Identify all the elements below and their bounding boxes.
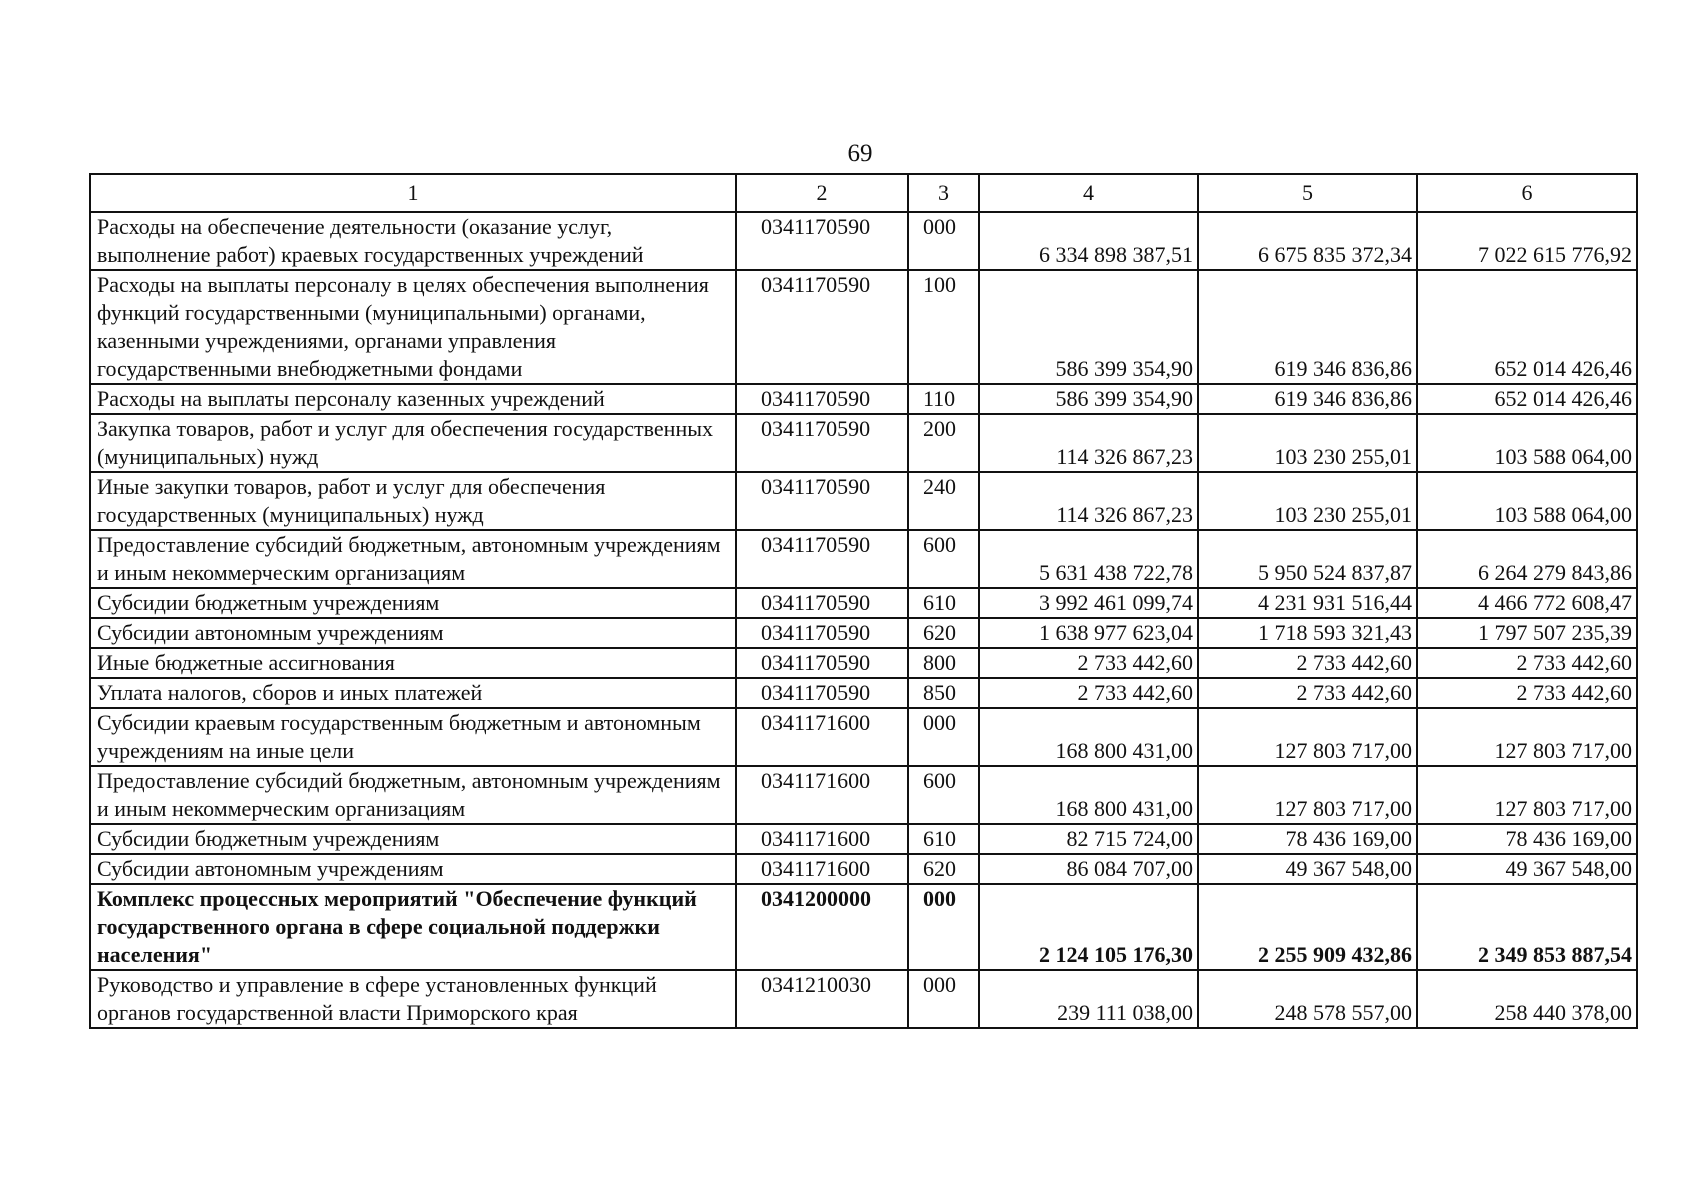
target-article-code-cell: 0341170590 bbox=[736, 588, 908, 618]
amount-cell: 5 950 524 837,87 bbox=[1198, 530, 1417, 588]
target-article-code-cell: 0341170590 bbox=[736, 678, 908, 708]
expense-name-cell: Предоставление субсидий бюджетным, автономным учреждениям и иным некоммерческим организациям bbox=[90, 530, 736, 588]
expense-name-cell: Субсидии автономным учреждениям bbox=[90, 854, 736, 884]
expense-name-cell: Закупка товаров, работ и услуг для обеспечения государственных (муниципальных) нужд bbox=[90, 414, 736, 472]
amount-cell: 5 631 438 722,78 bbox=[979, 530, 1198, 588]
expense-type-code-cell: 600 bbox=[908, 766, 979, 824]
amount-cell: 127 803 717,00 bbox=[1417, 708, 1637, 766]
expense-name-cell: Предоставление субсидий бюджетным, автономным учреждениям и иным некоммерческим организациям bbox=[90, 766, 736, 824]
expense-type-code-cell: 000 bbox=[908, 884, 979, 970]
expense-name-cell: Субсидии бюджетным учреждениям bbox=[90, 588, 736, 618]
amount-cell: 2 733 442,60 bbox=[979, 648, 1198, 678]
expense-type-code-cell: 620 bbox=[908, 618, 979, 648]
amount-cell: 49 367 548,00 bbox=[1417, 854, 1637, 884]
amount-cell: 103 230 255,01 bbox=[1198, 472, 1417, 530]
amount-cell: 248 578 557,00 bbox=[1198, 970, 1417, 1028]
amount-cell: 168 800 431,00 bbox=[979, 766, 1198, 824]
amount-cell: 103 588 064,00 bbox=[1417, 414, 1637, 472]
target-article-code-cell: 0341200000 bbox=[736, 884, 908, 970]
amount-cell: 2 733 442,60 bbox=[1198, 648, 1417, 678]
expense-name-cell: Комплекс процессных мероприятий "Обеспечение функций государственного органа в сфере социальной поддержки населения" bbox=[90, 884, 736, 970]
target-article-code-cell: 0341170590 bbox=[736, 648, 908, 678]
amount-cell: 2 733 442,60 bbox=[1417, 648, 1637, 678]
expense-name-cell: Уплата налогов, сборов и иных платежей bbox=[90, 678, 736, 708]
expense-name-cell: Субсидии краевым государственным бюджетным и автономным учреждениям на иные цели bbox=[90, 708, 736, 766]
amount-cell: 1 718 593 321,43 bbox=[1198, 618, 1417, 648]
table-body bbox=[90, 212, 1637, 1028]
amount-cell: 6 675 835 372,34 bbox=[1198, 212, 1417, 270]
table-row bbox=[90, 970, 1637, 1028]
column-number-header: 1 bbox=[90, 174, 736, 212]
amount-cell: 2 124 105 176,30 bbox=[979, 884, 1198, 970]
amount-cell: 4 231 931 516,44 bbox=[1198, 588, 1417, 618]
amount-cell: 2 733 442,60 bbox=[979, 678, 1198, 708]
amount-cell: 6 334 898 387,51 bbox=[979, 212, 1198, 270]
expense-type-code-cell: 240 bbox=[908, 472, 979, 530]
expense-type-code-cell: 800 bbox=[908, 648, 979, 678]
amount-cell: 7 022 615 776,92 bbox=[1417, 212, 1637, 270]
target-article-code-cell: 0341210030 bbox=[736, 970, 908, 1028]
target-article-code-cell: 0341170590 bbox=[736, 530, 908, 588]
table-row bbox=[90, 472, 1637, 530]
expense-type-code-cell: 000 bbox=[908, 708, 979, 766]
expense-type-code-cell: 000 bbox=[908, 970, 979, 1028]
expense-type-code-cell: 110 bbox=[908, 384, 979, 414]
amount-cell: 586 399 354,90 bbox=[979, 270, 1198, 384]
column-number-header: 4 bbox=[979, 174, 1198, 212]
expense-name-cell: Субсидии автономным учреждениям bbox=[90, 618, 736, 648]
target-article-code-cell: 0341171600 bbox=[736, 708, 908, 766]
amount-cell: 78 436 169,00 bbox=[1198, 824, 1417, 854]
amount-cell: 114 326 867,23 bbox=[979, 414, 1198, 472]
table-row bbox=[90, 766, 1637, 824]
expense-name-cell: Расходы на обеспечение деятельности (оказание услуг, выполнение работ) краевых государственных учреждений bbox=[90, 212, 736, 270]
amount-cell: 619 346 836,86 bbox=[1198, 270, 1417, 384]
target-article-code-cell: 0341170590 bbox=[736, 384, 908, 414]
amount-cell: 127 803 717,00 bbox=[1198, 766, 1417, 824]
column-number-header: 3 bbox=[908, 174, 979, 212]
amount-cell: 3 992 461 099,74 bbox=[979, 588, 1198, 618]
table-row bbox=[90, 270, 1637, 384]
expense-name-cell: Иные бюджетные ассигнования bbox=[90, 648, 736, 678]
table-row bbox=[90, 588, 1637, 618]
expense-type-code-cell: 000 bbox=[908, 212, 979, 270]
table-row bbox=[90, 648, 1637, 678]
table-row bbox=[90, 414, 1637, 472]
amount-cell: 2 733 442,60 bbox=[1198, 678, 1417, 708]
target-article-code-cell: 0341170590 bbox=[736, 414, 908, 472]
amount-cell: 114 326 867,23 bbox=[979, 472, 1198, 530]
target-article-code-cell: 0341170590 bbox=[736, 212, 908, 270]
amount-cell: 103 588 064,00 bbox=[1417, 472, 1637, 530]
expense-type-code-cell: 610 bbox=[908, 588, 979, 618]
table-row bbox=[90, 884, 1637, 970]
table-row bbox=[90, 530, 1637, 588]
expense-name-cell: Руководство и управление в сфере установленных функций органов государственной власти Приморского края bbox=[90, 970, 736, 1028]
amount-cell: 652 014 426,46 bbox=[1417, 270, 1637, 384]
amount-cell: 652 014 426,46 bbox=[1417, 384, 1637, 414]
table-row bbox=[90, 824, 1637, 854]
expense-type-code-cell: 100 bbox=[908, 270, 979, 384]
amount-cell: 6 264 279 843,86 bbox=[1417, 530, 1637, 588]
amount-cell: 103 230 255,01 bbox=[1198, 414, 1417, 472]
amount-cell: 82 715 724,00 bbox=[979, 824, 1198, 854]
table-row bbox=[90, 618, 1637, 648]
column-number-header: 6 bbox=[1417, 174, 1637, 212]
expense-type-code-cell: 850 bbox=[908, 678, 979, 708]
expense-type-code-cell: 610 bbox=[908, 824, 979, 854]
expense-type-code-cell: 200 bbox=[908, 414, 979, 472]
target-article-code-cell: 0341170590 bbox=[736, 472, 908, 530]
table-row bbox=[90, 854, 1637, 884]
amount-cell: 127 803 717,00 bbox=[1417, 766, 1637, 824]
target-article-code-cell: 0341171600 bbox=[736, 854, 908, 884]
expense-type-code-cell: 620 bbox=[908, 854, 979, 884]
amount-cell: 86 084 707,00 bbox=[979, 854, 1198, 884]
amount-cell: 4 466 772 608,47 bbox=[1417, 588, 1637, 618]
amount-cell: 586 399 354,90 bbox=[979, 384, 1198, 414]
amount-cell: 1 638 977 623,04 bbox=[979, 618, 1198, 648]
expense-name-cell: Расходы на выплаты персоналу в целях обеспечения выполнения функций государственными (муниципальными) органами, казенными учреждениями, органами управления государственными внебюджетными фондами bbox=[90, 270, 736, 384]
amount-cell: 78 436 169,00 bbox=[1417, 824, 1637, 854]
amount-cell: 2 733 442,60 bbox=[1417, 678, 1637, 708]
expense-name-cell: Иные закупки товаров, работ и услуг для обеспечения государственных (муниципальных) нужд bbox=[90, 472, 736, 530]
target-article-code-cell: 0341171600 bbox=[736, 824, 908, 854]
table-row bbox=[90, 708, 1637, 766]
budget-table bbox=[89, 173, 1638, 1029]
amount-cell: 168 800 431,00 bbox=[979, 708, 1198, 766]
amount-cell: 619 346 836,86 bbox=[1198, 384, 1417, 414]
expense-type-code-cell: 600 bbox=[908, 530, 979, 588]
table-row bbox=[90, 384, 1637, 414]
table-row bbox=[90, 678, 1637, 708]
target-article-code-cell: 0341171600 bbox=[736, 766, 908, 824]
amount-cell: 1 797 507 235,39 bbox=[1417, 618, 1637, 648]
page-number: 69 bbox=[847, 140, 873, 167]
amount-cell: 2 255 909 432,86 bbox=[1198, 884, 1417, 970]
target-article-code-cell: 0341170590 bbox=[736, 618, 908, 648]
amount-cell: 127 803 717,00 bbox=[1198, 708, 1417, 766]
expense-name-cell: Субсидии бюджетным учреждениям bbox=[90, 824, 736, 854]
table-row bbox=[90, 212, 1637, 270]
column-number-header: 5 bbox=[1198, 174, 1417, 212]
target-article-code-cell: 0341170590 bbox=[736, 270, 908, 384]
column-number-row bbox=[90, 174, 1637, 212]
expense-name-cell: Расходы на выплаты персоналу казенных учреждений bbox=[90, 384, 736, 414]
amount-cell: 49 367 548,00 bbox=[1198, 854, 1417, 884]
amount-cell: 239 111 038,00 bbox=[979, 970, 1198, 1028]
amount-cell: 2 349 853 887,54 bbox=[1417, 884, 1637, 970]
column-number-header: 2 bbox=[736, 174, 908, 212]
amount-cell: 258 440 378,00 bbox=[1417, 970, 1637, 1028]
